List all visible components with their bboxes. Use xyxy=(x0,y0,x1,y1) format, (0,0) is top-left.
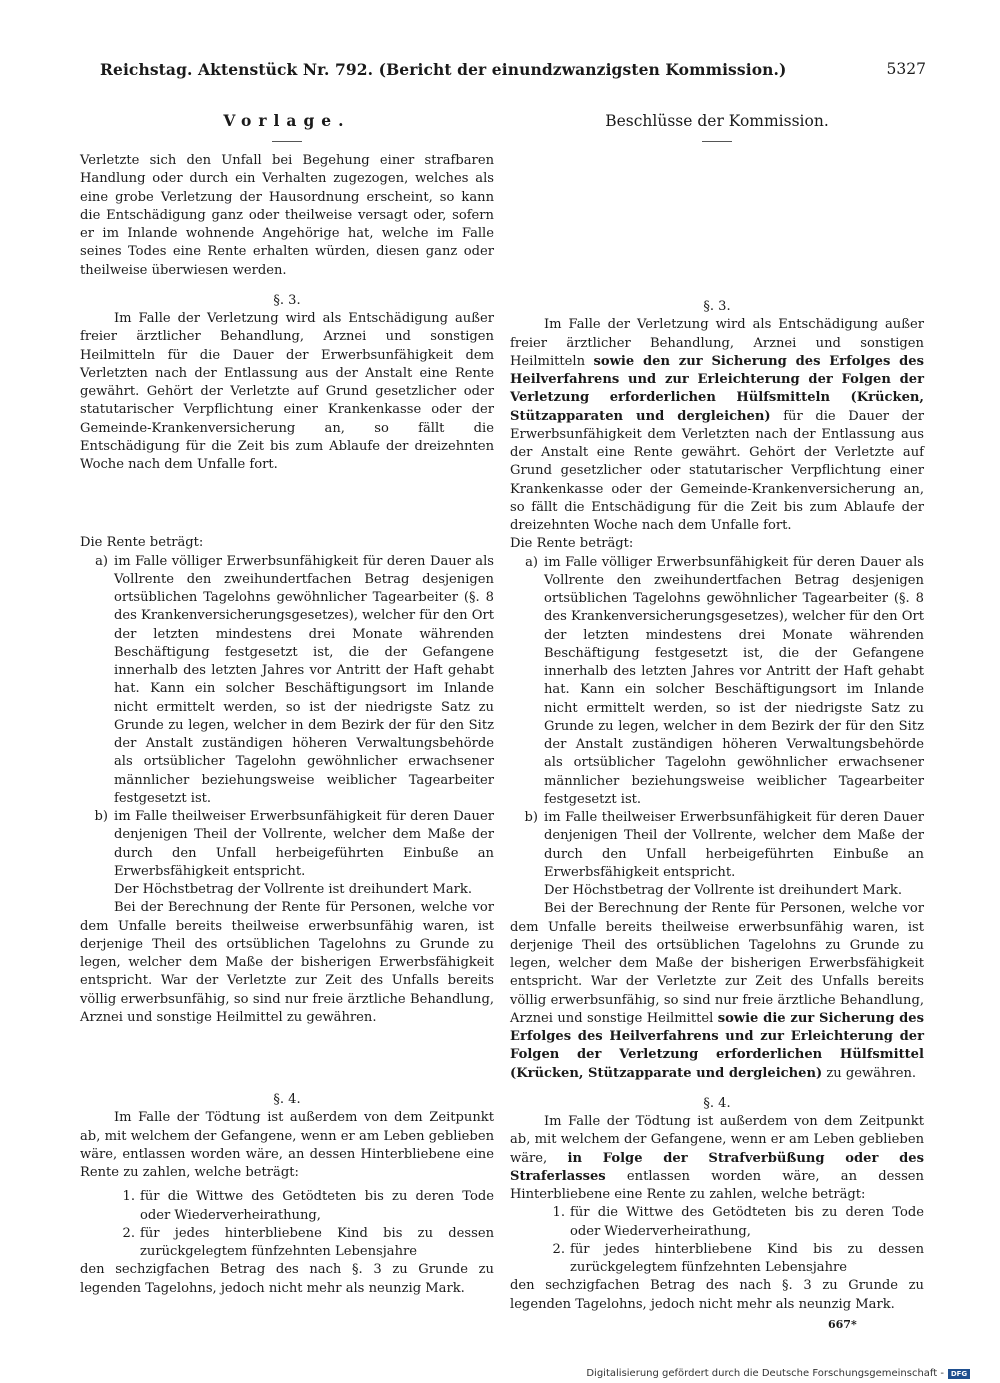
closing-paragraph: den sechzigfachen Betrag des nach §. 3 zu Grunde zu legenden Tagelohns, jedoch nicht mehr als neunzig Mark. xyxy=(80,1262,494,1296)
column-title-beschluesse: Beschlüsse der Kommission. xyxy=(605,112,829,130)
section-3-paragraph: Im Falle der Verletzung wird als Entschädigung außer freier ärztlicher Behandlung, Arznei und sonstigen Heilmitteln für die Dauer der Erwerbsunfähigkeit dem Verletzten nach der Entlassung aus der Anstalt eine Rente gewährt. Gehört der Verletzte auf Grund gesetzlicher oder statutarischer Verpflichtung einer Krankenkasse oder der Gemeinde-Krankenversicherung an, so fällt die Entschädigung für die Zeit bis zum Ablaufe der dreizehnten Woche nach dem Unfalle fort. xyxy=(80,311,494,472)
list-marker: a) xyxy=(525,554,538,570)
section-heading-4: §. 4. xyxy=(703,1095,731,1111)
hoechstbetrag-paragraph: Der Höchstbetrag der Vollrente ist dreihundert Mark. xyxy=(114,882,472,897)
list-item-text: für jedes hinterbliebene Kind bis zu dessen zurückgelegtem fünfzehnten Lebensjahre xyxy=(570,1241,924,1275)
numbered-item-2 xyxy=(120,1225,494,1262)
list-marker: b) xyxy=(94,809,108,824)
list-item-text: für die Wittwe des Getödteten bis zu deren Tode oder Wiederverheirathung, xyxy=(570,1205,924,1239)
list-item-text: für jedes hinterbliebene Kind bis zu dessen zurückgelegtem fünfzehnten Lebensjahre xyxy=(140,1225,494,1259)
digitization-credit xyxy=(586,1368,970,1379)
hoechstbetrag-paragraph: Der Höchstbetrag der Vollrente ist dreihundert Mark. xyxy=(544,883,902,898)
list-item-text: im Falle völliger Erwerbsunfähigkeit für deren Dauer als Vollrente den zweihundertfachen Betrag desjenigen ortsüblichen Tagelohns gewöhnlicher Tagearbeiter (§. 8 des Krankenversicherungsgesetzes), welcher für den Ort der letzten mindestens drei Monate währenden Beschäftigung festgesetzt ist, die der Gefangene innerhalb des letzten Jahres vor Antritt der Haft gehabt hat. Kann ein solcher Beschäftigungsort im Inlande nicht ermittelt werden, so ist der niedrigste Satz zu Grunde zu legen, welcher in dem Bezirk der für den Sitz der Anstalt zuständigen höheren Verwaltungsbehörde als ortsüblicher Tagelohn gewöhnlicher erwachsener männlicher beziehungsweise weiblicher Tagearbeiter festgesetzt ist. xyxy=(544,554,924,807)
list-item-text: für die Wittwe des Getödteten bis zu deren Tode oder Wiederverheirathung, xyxy=(140,1189,494,1223)
list-marker: b) xyxy=(524,810,538,825)
title-divider xyxy=(702,141,732,142)
dfg-logo: DFG xyxy=(948,1369,970,1379)
berechnung-paragraph: Bei der Berechnung der Rente für Personen, welche vor dem Unfalle bereits theilweise erwerbsunfähig waren, ist derjenige Theil des ortsüblichen Tagelohns zu Grunde zu legen, welcher dem Maße der bisherigen Erwerbsfähigkeit entspricht. War der Verletzte zur Zeit des Unfalls bereits völlig erwerbsunfähig, so sind nur freie ärztliche Behandlung, Arznei und sonstige Heilmittel sowie die zur Sicherung des Erfolges des Heilverfahrens und zur Erleichterung der Folgen der Verletzung erforderlichen Hülfsmittel (Krücken, Stützapparate und dergleichen) zu gewähren. xyxy=(510,901,925,1081)
intro-paragraph: Verletzte sich den Unfall bei Begehung einer strafbaren Handlung oder durch ein Verhalten zugezogen, welches als eine grobe Verletzung der Hausordnung erscheint, so kann die Entschädigung ganz oder theilweise versagt oder, sofern er im Inlande wohnende Angehörige hat, welche im Falle seines Todes eine Rente erhalten würden, diesen ganz oder theilweise überwiesen werden. xyxy=(80,153,494,278)
section-heading-4: §. 4. xyxy=(273,1092,301,1107)
column-vorlage xyxy=(80,108,494,1298)
amendment-text: in Folge der Strafverbüßung oder des Straferlasses xyxy=(510,1150,924,1184)
list-marker: a) xyxy=(95,553,108,569)
page-number: 5327 xyxy=(886,60,926,78)
amendment-text: sowie die zur Sicherung des Erfolges des Heilverfahrens und zur Erleichterung der Folgen der Verletzung erforderlichen Hülfsmittel (Krücken, Stützapparate und dergleichen) xyxy=(510,1010,925,1081)
column-title-vorlage: Vorlage. xyxy=(223,111,351,130)
berechnung-paragraph: Bei der Berechnung der Rente für Personen, welche vor dem Unfalle bereits theilweise erwerbsunfähig waren, ist derjenige Theil des ortsüblichen Tagelohns zu Grunde zu legen, welcher dem Maße der bisherigen Erwerbsfähigkeit entspricht. War der Verletzte zur Zeit des Unfalls bereits völlig erwerbsunfähig, so sind nur freie ärztliche Behandlung, Arznei und sonstige Heilmittel zu gewähren. xyxy=(80,900,494,1025)
list-marker: 2. xyxy=(122,1225,135,1241)
closing-paragraph: den sechzigfachen Betrag des nach §. 3 zu Grunde zu legenden Tagelohns, jedoch nicht mehr als neunzig Mark. xyxy=(510,1278,924,1312)
page-header xyxy=(100,60,926,86)
list-marker: 1. xyxy=(552,1205,565,1221)
numbered-item-1 xyxy=(550,1204,924,1241)
section-3-paragraph: Im Falle der Verletzung wird als Entschädigung außer freier ärztlicher Behandlung, Arznei und sonstigen Heilmitteln sowie den zur Sicherung des Erfolges des Heilverfahrens und zur Erleichterung der Folgen der Verletzung erforderlichen Hülfsmitteln (Krücken, Stützapparaten und dergleichen) für die Dauer der Erwerbsunfähigkeit dem Verletzten nach der Entlassung aus der Anstalt eine Rente gewährt. Gehört der Verletzte auf Grund gesetzlicher oder statutarischer Verpflichtung einer Krankenkasse oder der Gemeinde-Krankenversicherung an, so fällt die Entschädigung für die Zeit bis zum Ablaufe der dreizehnten Woche nach dem Unfalle fort. xyxy=(510,317,925,533)
section-4-paragraph: Im Falle der Tödtung ist außerdem von dem Zeitpunkt ab, mit welchem der Gefangene, wenn er am Leben geblieben wäre, entlassen worden wäre, an dessen Hinterbliebene eine Rente zu zahlen, welche beträgt: xyxy=(80,1110,494,1180)
section-heading-3: §. 3. xyxy=(273,292,301,308)
list-item-text: im Falle völliger Erwerbsunfähigkeit für deren Dauer als Vollrente den zweihundertfachen Betrag desjenigen ortsüblichen Tagelohns gewöhnlicher Tagearbeiter (§. 8 des Krankenversicherungsgesetzes), welcher für den Ort der letzten mindestens drei Monate währenden Beschäftigung festgesetzt ist, die der Gefangene innerhalb des letzten Jahres vor Antritt der Haft gehabt hat. Kann ein solcher Beschäftigungsort im Inlande nicht ermittelt werden, so ist der niedrigste Satz zu Grunde zu legen, welcher in dem Bezirk der für den Sitz der Anstalt zuständigen höheren Verwaltungsbehörde als ortsüblicher Tagelohn gewöhnlicher erwachsener männlicher beziehungsweise weiblicher Tagearbeiter festgesetzt ist. xyxy=(114,553,494,806)
numbered-item-1 xyxy=(120,1188,494,1225)
digitization-text: Digitalisierung gefördert durch die Deutsche Forschungsgemeinschaft - xyxy=(586,1368,944,1379)
sheet-signature: 667* xyxy=(828,1318,857,1331)
amendment-text: sowie den zur Sicherung des Erfolges des Heilverfahrens und zur Erleichterung der Folgen der Verletzung erforderlichen Hülfsmitteln (Krücken, Stützapparaten und dergleichen) xyxy=(510,353,925,424)
list-item-a xyxy=(510,554,924,810)
section-4-paragraph: Im Falle der Tödtung ist außerdem von dem Zeitpunkt ab, mit welchem der Gefangene, wenn er am Leben geblieben wäre, in Folge der Strafverbüßung oder des Straferlasses entlassen worden wäre, an dessen Hinterbliebene eine Rente zu zahlen, welche beträgt: xyxy=(510,1114,924,1202)
list-item-a xyxy=(80,553,494,809)
numbered-item-2 xyxy=(550,1241,924,1278)
list-marker: 2. xyxy=(552,1241,565,1257)
header-title: Reichstag. Aktenstück Nr. 792. (Bericht der einundzwanzigsten Kommission.) xyxy=(100,60,787,79)
list-item-b xyxy=(80,808,494,881)
title-divider xyxy=(272,141,302,142)
section-heading-3: §. 3. xyxy=(703,299,731,314)
rente-label: Die Rente beträgt: xyxy=(510,536,634,552)
list-item-text: im Falle theilweiser Erwerbsunfähigkeit für deren Dauer denjenigen Theil der Vollrente, welcher dem Maße der durch den Unfall herbeigeführten Einbuße an Erwerbsfähigkeit entspricht. xyxy=(544,810,924,880)
list-item-b xyxy=(510,809,924,882)
column-beschluesse xyxy=(510,108,924,1314)
list-item-text: im Falle theilweiser Erwerbsunfähigkeit für deren Dauer denjenigen Theil der Vollrente, welcher dem Maße der durch den Unfall herbeigeführten Einbuße an Erwerbsfähigkeit entspricht. xyxy=(114,809,494,879)
list-marker: 1. xyxy=(122,1189,135,1205)
rente-label: Die Rente beträgt: xyxy=(80,535,204,551)
